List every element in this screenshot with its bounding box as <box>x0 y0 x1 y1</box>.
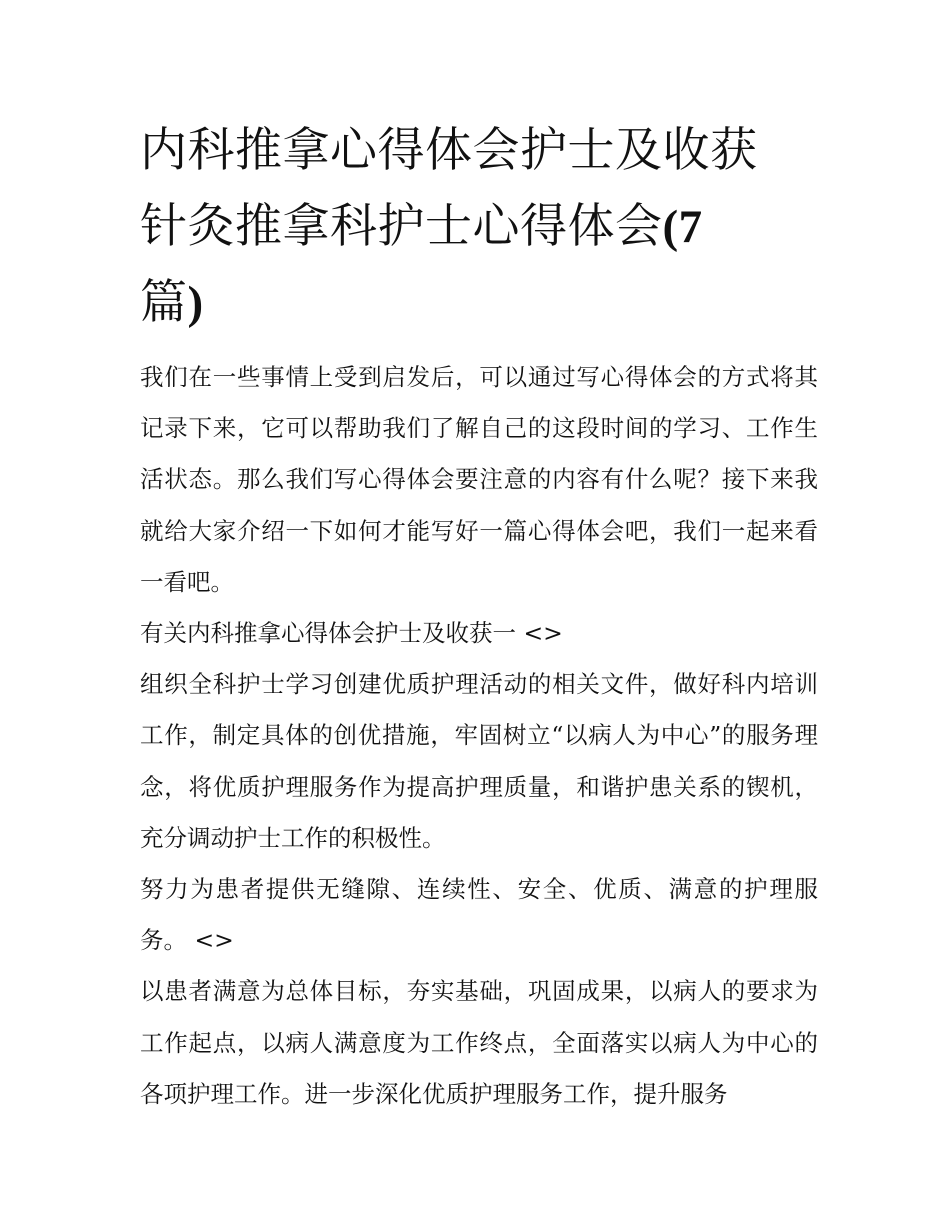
paragraph-satisfaction: 以患者满意为总体目标，夯实基础，巩固成果，以病人的要求为工作起点，以病人满意度为工作终点，全面落实以病人为中心的各项护理工作。进一步深化优质护理服务工作，提升服务 <box>140 977 818 1108</box>
document-body <box>140 352 818 1120</box>
document-title <box>140 113 820 341</box>
title-line-2: 针灸推拿科护士心得体会 <box>140 199 663 254</box>
paragraph-service-goal: 努力为患者提供无缝隙、连续性、安全、优质、满意的护理服务。 <> <box>140 875 818 955</box>
paragraph-intro: 我们在一些事情上受到启发后，可以通过写心得体会的方式将其记录下来，它可以帮助我们了解自己的这段时间的学习、工作生活状态。那么我们写心得体会要注意的内容有什么呢？接下来我就给大家介绍一下如何才能写好一篇心得体会吧，我们一起来看一看吧。 <box>140 363 818 596</box>
title-line-3: 篇 <box>140 275 188 330</box>
paragraph-training: 组织全科护士学习创建优质护理活动的相关文件，做好科内培训工作，制定具体的创优措施，牢固树立“以病人为中心”的服务理念，将优质护理服务作为提高护理质量，和谐护患关系的锲机，充分调动护士工作的积极性。 <box>140 670 818 852</box>
title-line-2-latin: (7 <box>662 201 703 253</box>
title-line-3-latin: ) <box>187 277 204 329</box>
paragraph-section-heading: 有关内科推拿心得体会护士及收获一 <> <box>140 619 563 648</box>
title-line-1: 内科推拿心得体会护士及收获 <box>140 123 758 178</box>
